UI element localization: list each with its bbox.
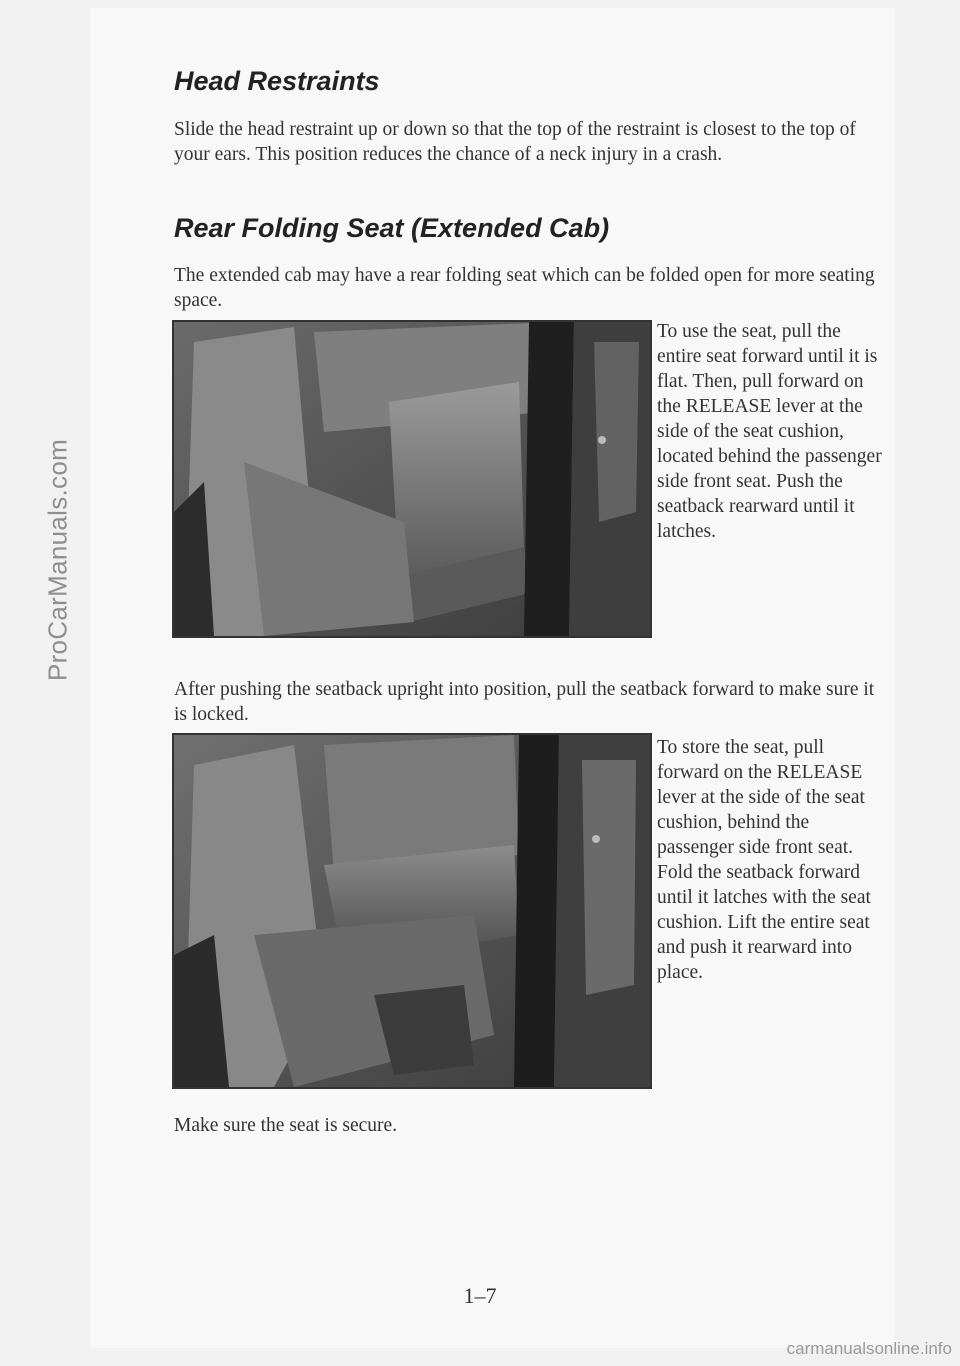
seat-open-photo — [172, 320, 652, 638]
page-number: 1–7 — [463, 1283, 497, 1308]
side-watermark: ProCarManuals.com — [42, 438, 73, 682]
heading-rear-folding-seat: Rear Folding Seat (Extended Cab) — [174, 213, 610, 243]
store-seat-text: To store the seat, pull forward on the RELEASE lever at the side of the seat cushion, behind the passenger side front seat. Fold the seatback forward until it latches with the seat cushion. Lift the entire seat and push it rearward into place. — [657, 737, 871, 983]
make-sure-secure-text: Make sure the seat is secure. — [174, 1115, 398, 1136]
head-restraints-text: Slide the head restraint up or down so that the top of the restraint is closest to the top of your ears. This position reduces the chance of a neck injury in a crash. — [174, 119, 856, 165]
after-pushing-text: After pushing the seatback upright into position, pull the seatback forward to make sure it is locked. — [174, 679, 875, 725]
seat-stored-photo — [172, 733, 652, 1089]
heading-head-restraints: Head Restraints — [174, 66, 380, 96]
seat-open-illustration — [174, 322, 650, 636]
use-seat-text: To use the seat, pull the entire seat forward until it is flat. Then, pull forward on the RELEASE lever at the side of the seat cushion, located behind the passenger side front seat. Push the seatback rearward until it latches. — [657, 321, 882, 542]
rear-seat-intro-text: The extended cab may have a rear folding seat which can be folded open for more seating space. — [174, 265, 875, 311]
bottom-watermark: carmanualsonline.info — [786, 1339, 952, 1358]
seat-stored-illustration — [174, 735, 650, 1087]
